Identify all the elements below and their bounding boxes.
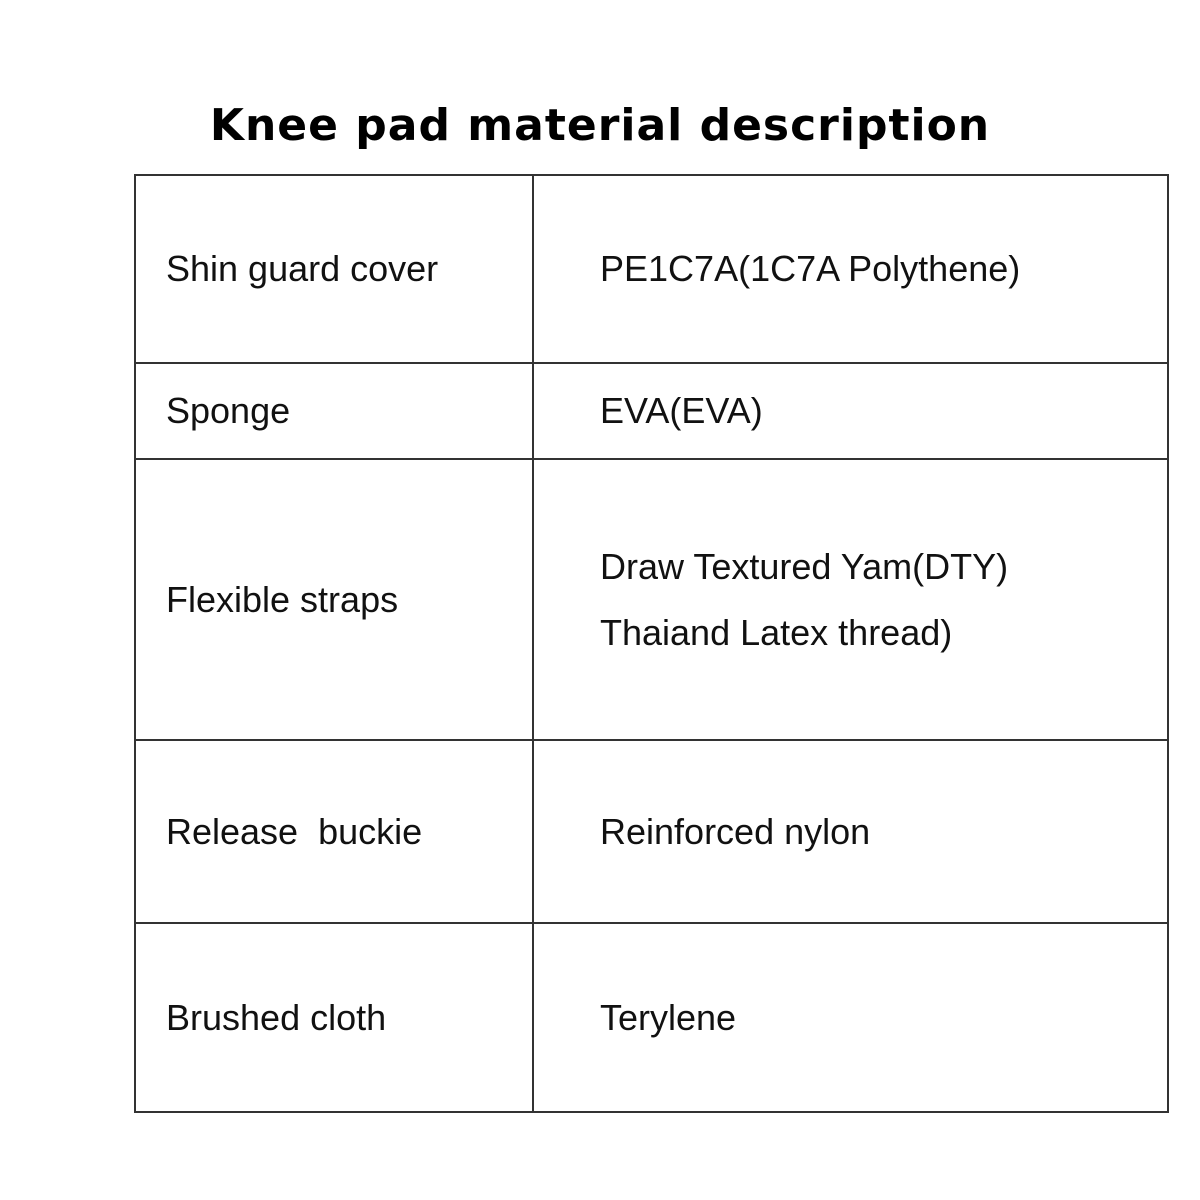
part-label: Release buckie: [166, 810, 423, 852]
part-cell: [135, 740, 533, 923]
part-cell: [135, 923, 533, 1112]
material-cell: [533, 459, 1168, 740]
part-cell: [135, 459, 533, 740]
part-label: Sponge: [166, 390, 291, 431]
material-cell: [533, 740, 1168, 923]
material-table: [134, 174, 1169, 1113]
part-cell: [135, 175, 533, 363]
material-label: Reinforced nylon: [600, 810, 871, 852]
table-row: [135, 363, 1168, 459]
material-cell: [533, 923, 1168, 1112]
material-cell: [533, 175, 1168, 363]
part-label: Flexible straps: [166, 578, 399, 620]
table-row: [135, 740, 1168, 923]
material-cell: [533, 363, 1168, 459]
material-label: Thaiand Latex thread): [600, 611, 953, 653]
table-row: [135, 459, 1168, 740]
page-title: Knee pad material description: [209, 100, 991, 151]
material-label: Terylene: [600, 996, 737, 1038]
part-label: Brushed cloth: [166, 996, 387, 1038]
material-label: Draw Textured Yam(DTY): [600, 545, 1009, 587]
part-label: Shin guard cover: [166, 248, 439, 289]
part-cell: [135, 363, 533, 459]
table-row: [135, 175, 1168, 363]
table-row: [135, 923, 1168, 1112]
material-label: EVA(EVA): [600, 390, 763, 431]
material-label: PE1C7A(1C7A Polythene): [600, 248, 1021, 289]
